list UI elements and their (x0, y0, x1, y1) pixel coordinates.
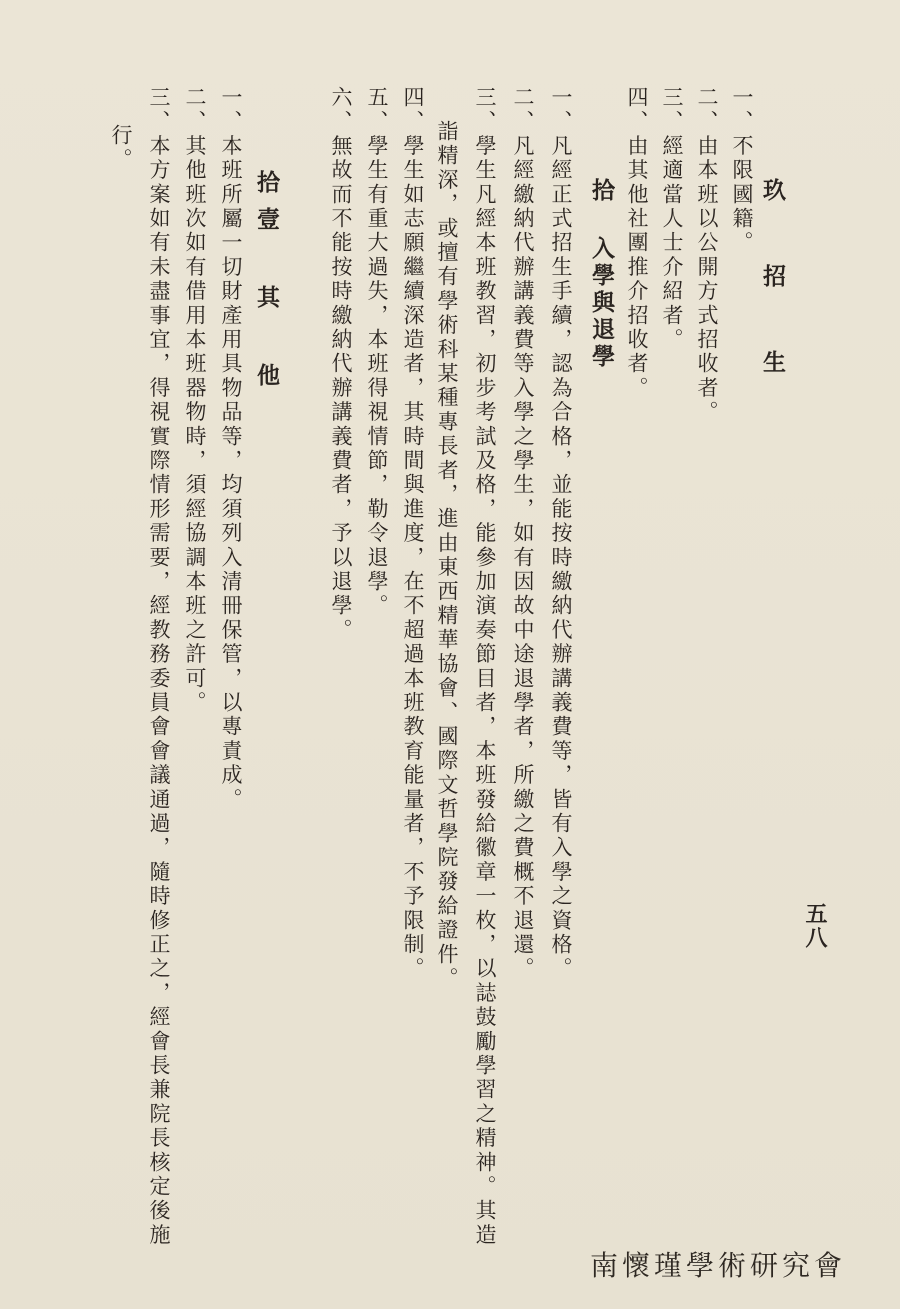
section-heading-recruitment: 玖 招 生 (759, 178, 786, 391)
section-heading-admission: 拾 入學與退學 (588, 178, 615, 371)
other-item-1: 一、本班所屬一切財產用具物品等，均須列入清冊保管，以專責成。 (219, 86, 243, 812)
admission-item-5: 五、學生有重大過失，本班得視情節，勒令退學。 (365, 86, 389, 619)
admission-item-6: 六、無故而不能按時繳納代辦講義費者，予以退學。 (329, 86, 353, 643)
other-item-2: 二、其他班次如有借用本班器物時，須經協調本班之許可。 (183, 86, 207, 716)
admission-item-2: 二、凡經繳納代辦講義費等入學之學生，如有因故中途退學者，所繳之費概不退還。 (511, 86, 535, 982)
footer-watermark: 南懷瑾學術研究會 (590, 1249, 847, 1282)
admission-item-1: 一、凡經正式招生手續，認為合格，並能按時繳納代辦講義費等，皆有入學之資格。 (549, 86, 573, 982)
recruitment-item-2: 二、由本班以公開方式招收者。 (695, 86, 719, 425)
other-item-3: 三、本方案如有未盡事宜，得視實際情形需要，經教務委員會會議通過，隨時修正之，經會長兼院長核定後施 (147, 86, 171, 1248)
page-number: 五八 (802, 902, 828, 950)
admission-item-3: 三、學生凡經本班教習，初步考試及格，能參加演奏節目者，本班發給徽章一枚，以誌鼓勵學習之精神。其造 (473, 86, 497, 1248)
admission-item-4: 四、學生如志願繼續深造者，其時間與進度，在不超過本班教育能量者，不予限制。 (401, 86, 425, 982)
admission-item-3-continued: 詣精深，或擅有學術科某種專長者，進由東西精華協會、國際文哲學院發給證件。 (435, 120, 459, 992)
recruitment-item-1: 一、不限國籍。 (730, 86, 754, 256)
recruitment-item-3: 三、經適當人士介紹者。 (660, 86, 684, 353)
other-item-3-continued: 行。 (109, 124, 133, 173)
recruitment-item-4: 四、由其他社團推介招收者。 (625, 86, 649, 401)
section-heading-other: 拾壹 其 他 (253, 170, 280, 400)
